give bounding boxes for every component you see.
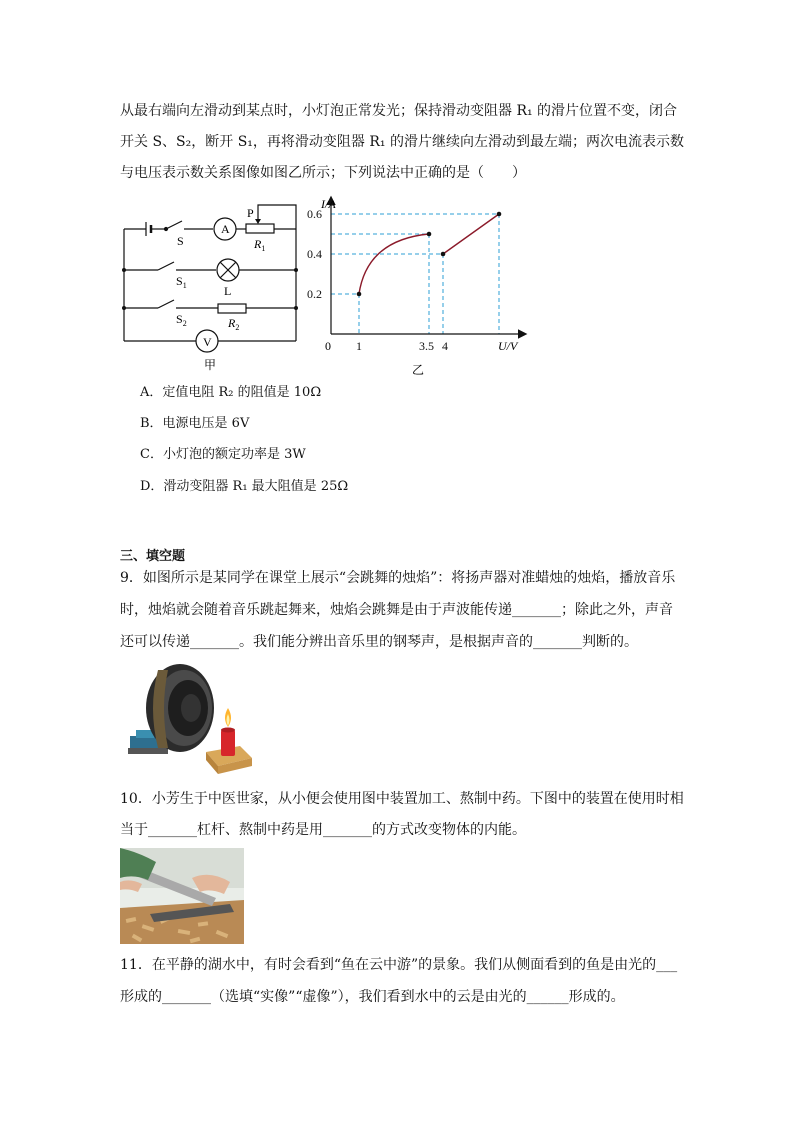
q9-line-2: 时，烛焰就会随着音乐跳起舞来，烛焰会跳舞是由于声波能传递_______；除此之外，声音 [120,602,673,618]
slider-arrow-icon [255,219,261,224]
origin-label: 0 [325,339,331,353]
q11-line-2: 形成的_______（选填“实像”“虚像”），我们看到水中的云是由光的______形成的。 [120,989,625,1005]
switch-s1-label: $S_1$ [176,274,187,290]
switch-s2-blade [158,300,174,308]
data-point-1-0 [441,252,446,257]
r1-label: $R_1$ [254,237,266,253]
r2-rectangle [218,304,246,313]
x-tick-label: 3.5 [419,339,434,353]
graph-caption: 乙 [412,363,425,377]
option-b[interactable]: B．电源电压是 6V [140,416,250,431]
y-tick-label: 0.2 [307,287,322,301]
iu-graph [305,190,535,380]
y-tick-label: 0.6 [307,207,322,221]
lamp-label: L [224,284,232,298]
option-d[interactable]: D．滑动变阻器 R₁ 最大阻值是 25Ω [140,479,349,494]
series-line-0 [359,234,429,294]
switch-s1-blade [158,262,174,270]
slider-label: P [247,206,254,220]
x-tick-label: 4 [442,339,448,353]
q9-line-1: 9．如图所示是某同学在课堂上展示“会跳舞的烛焰”：将扬声器对准蜡烛的烛焰，播放音乐 [120,570,676,586]
circuit-diagram [118,196,308,376]
q9-line-3: 还可以传递_______。我们能分辨出音乐里的钢琴声，是根据声音的_______判断的。 [120,634,638,650]
circuit-caption: 甲 [204,358,217,372]
voltmeter-label: V [203,335,212,349]
switch-s-blade [166,221,182,229]
q11-line-1: 11．在平静的湖水中，有时会看到“鱼在云中游”的景象。我们从侧面看到的鱼是由光的___ [120,957,678,973]
switch-s-pivot [165,228,168,231]
tick-labels [307,207,448,353]
q8-line-3: 与电压表示数关系图像如图乙所示；下列说法中正确的是（ ） [120,165,526,181]
junction-dots [122,268,298,310]
option-a[interactable]: A．定值电阻 R₂ 的阻值是 10Ω [140,385,322,400]
speaker-candle-image [128,660,263,776]
slider-wire [258,205,296,229]
series-line-1 [443,214,499,254]
data-point-0-0 [357,292,362,297]
herb-cutter-image [120,848,244,944]
r1-rectangle [246,224,274,233]
switch-s2-label: $S_2$ [176,312,187,328]
x-axis-label: U/V [498,339,518,353]
q8-line-1: 从最右端向左滑动到某点时，小灯泡正常发光；保持滑动变阻器 R₁ 的滑片位置不变，闭合 [120,103,678,119]
data-point-0-1 [427,232,432,237]
q10-line-2: 当于_______杠杆、熬制中药是用_______的方式改变物体的内能。 [120,822,526,838]
y-axis-label: I/A [321,197,336,211]
option-c[interactable]: C．小灯泡的额定功率是 3W [140,447,306,462]
q8-line-2: 开关 S、S₂，断开 S₁，再将滑动变阻器 R₁ 的滑片继续向左滑动到最左端；两次电流表示数 [120,134,684,150]
ammeter-label: A [221,222,230,236]
r2-label: $R_2$ [228,316,240,332]
y-tick-label: 0.4 [307,247,322,261]
section-heading: 三、填空题 [120,549,186,564]
data-point-1-1 [497,212,502,217]
switch-s-label: S [177,234,184,248]
q10-line-1: 10．小芳生于中医世家，从小便会使用图中装置加工、熬制中药。下图中的装置在使用时相 [120,791,684,807]
x-tick-label: 1 [356,339,362,353]
